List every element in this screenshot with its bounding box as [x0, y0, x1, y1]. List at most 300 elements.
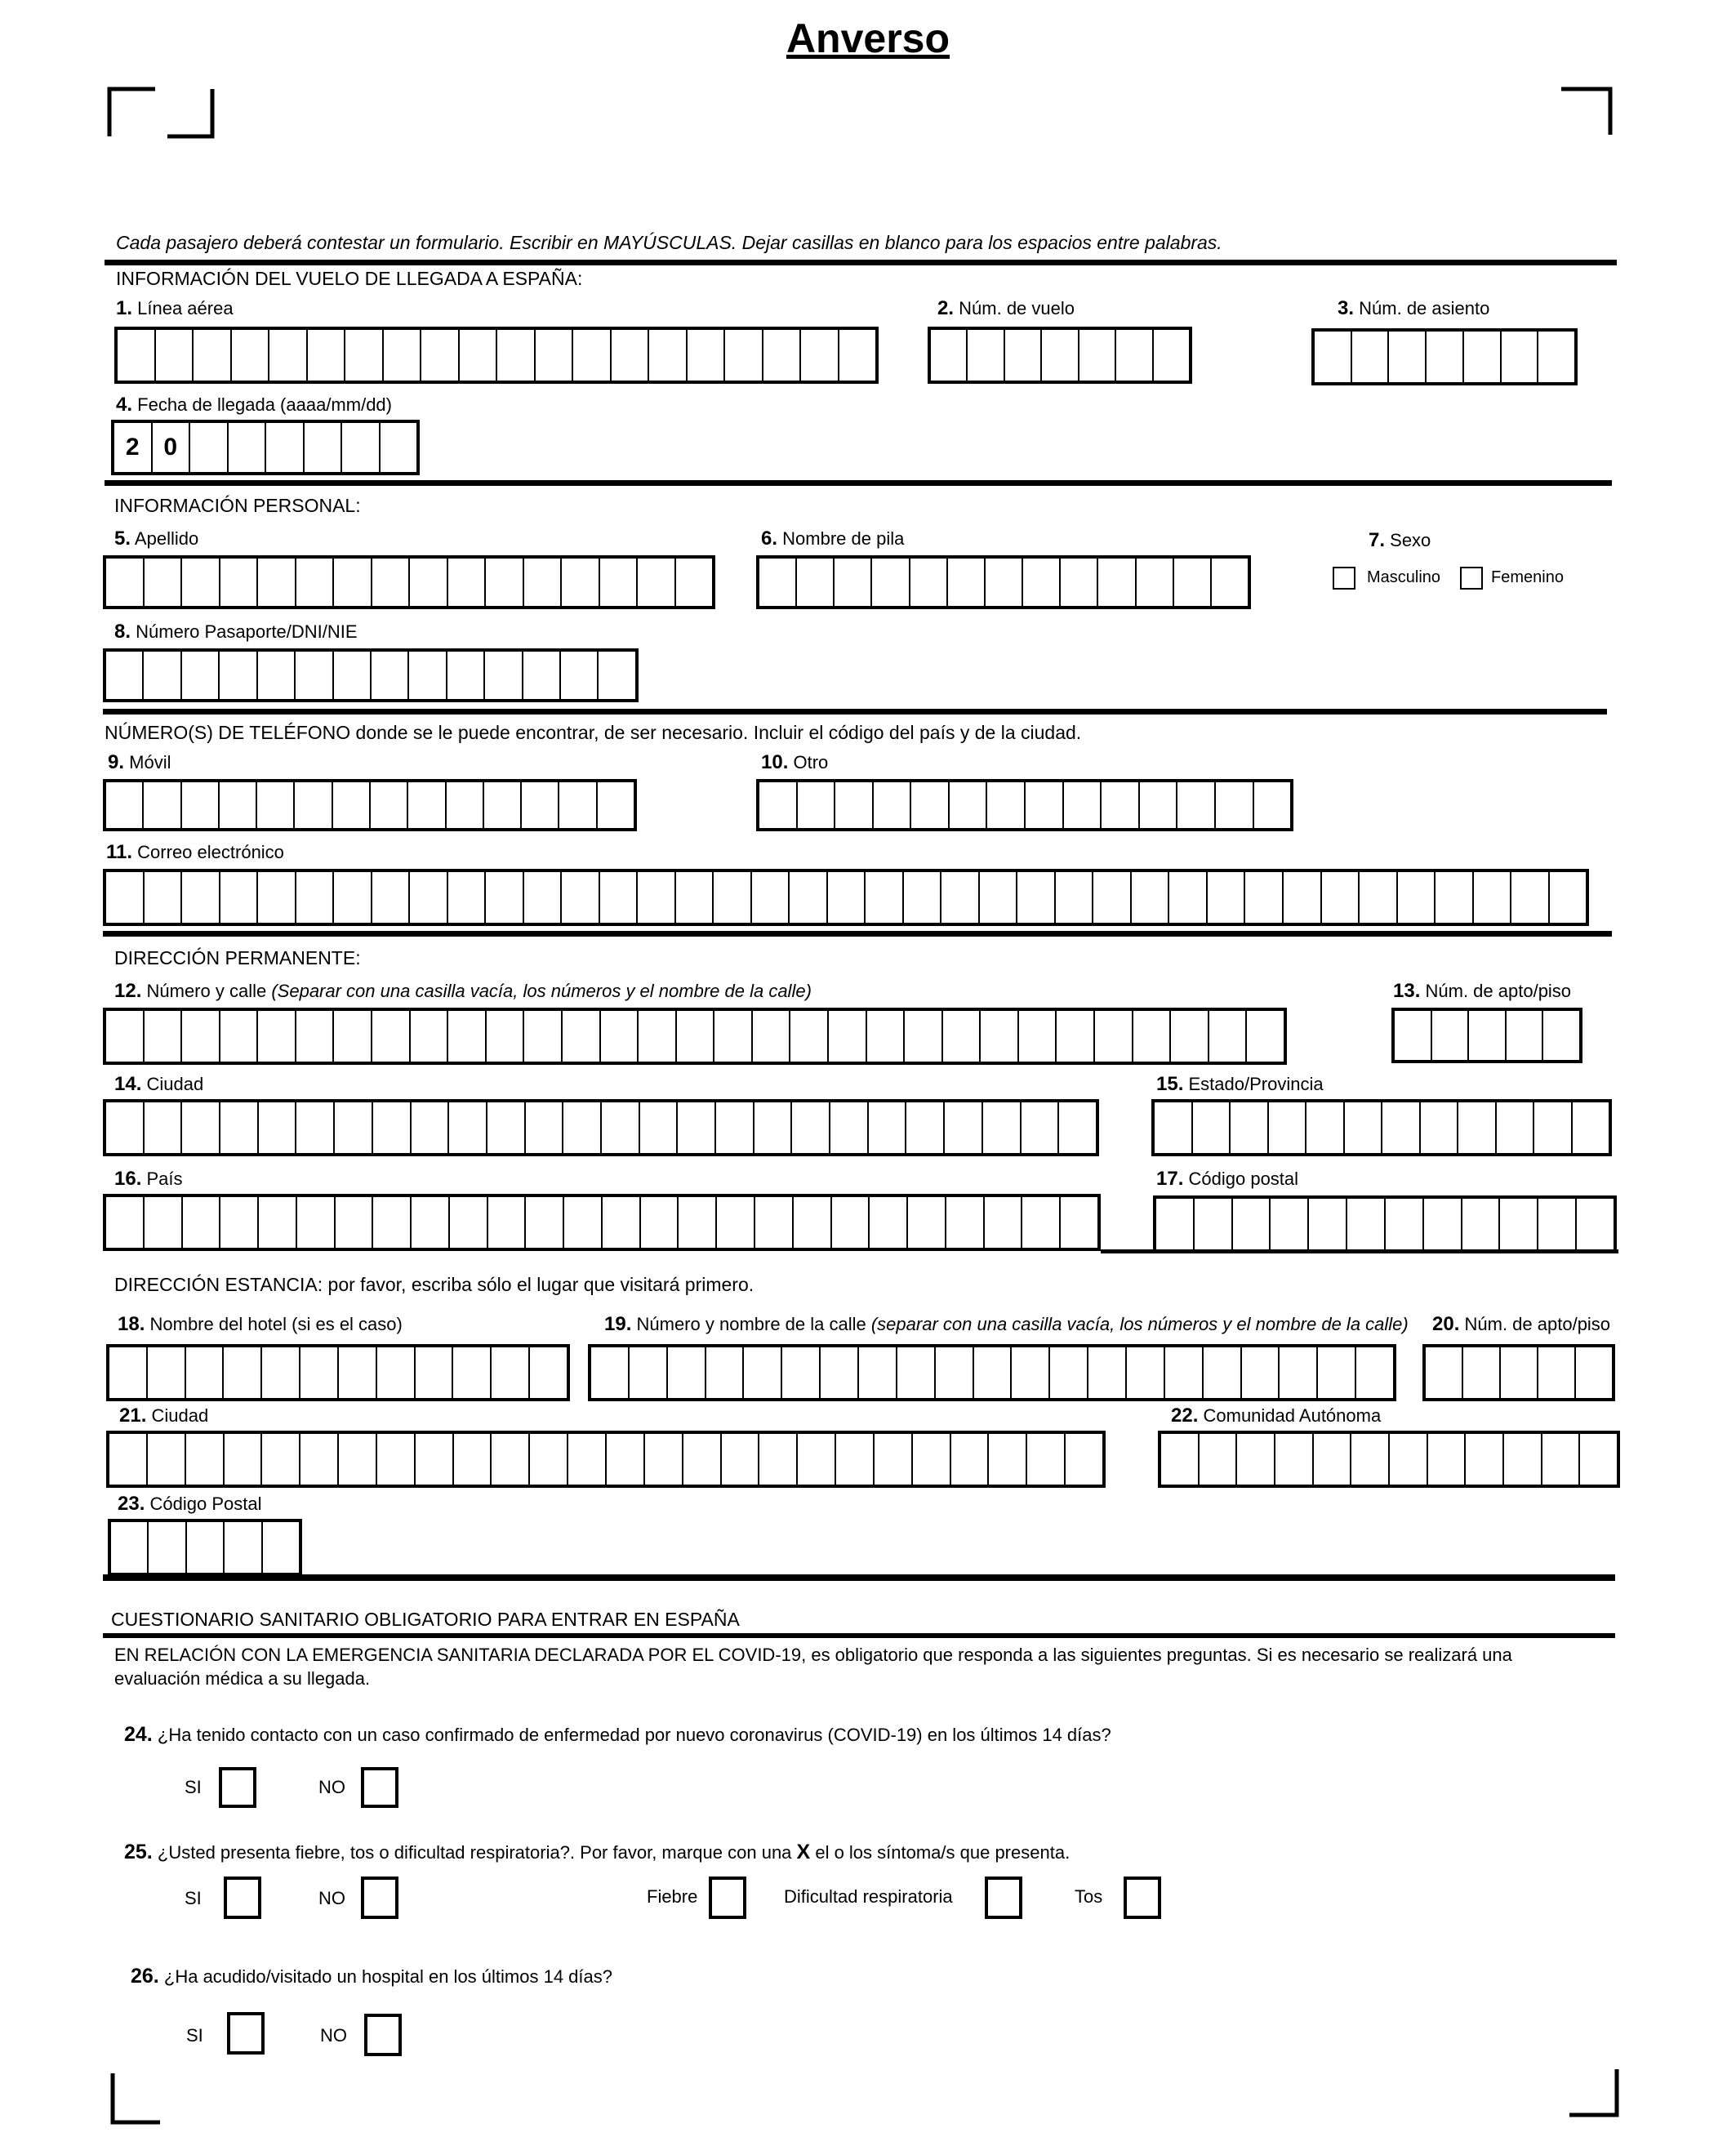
char-cell[interactable] [1351, 1434, 1390, 1485]
first-name-input[interactable] [756, 555, 1251, 609]
char-cell[interactable] [936, 1347, 974, 1398]
char-cell[interactable] [1469, 1011, 1507, 1060]
char-cell[interactable] [487, 1011, 525, 1062]
char-cell[interactable] [568, 1434, 607, 1485]
char-cell[interactable] [1195, 1199, 1233, 1249]
char-cell[interactable] [839, 330, 876, 381]
char-cell[interactable] [870, 1197, 908, 1248]
char-cell[interactable] [1050, 1347, 1088, 1398]
char-cell[interactable] [1464, 332, 1502, 382]
char-cell[interactable] [334, 559, 372, 606]
char-cell[interactable] [1245, 872, 1284, 923]
char-cell[interactable] [1137, 559, 1174, 606]
char-cell[interactable] [1102, 782, 1140, 828]
char-cell[interactable] [449, 1102, 487, 1153]
char-cell[interactable] [1247, 1011, 1284, 1062]
char-cell[interactable] [782, 1347, 821, 1398]
char-cell[interactable] [835, 782, 874, 828]
char-cell[interactable] [725, 330, 763, 381]
char-cell[interactable] [981, 1011, 1019, 1062]
char-cell[interactable] [678, 1102, 716, 1153]
char-cell[interactable] [1497, 1102, 1535, 1153]
char-cell[interactable] [409, 652, 447, 699]
char-cell[interactable] [1154, 330, 1189, 381]
char-cell[interactable] [530, 1434, 568, 1485]
char-cell[interactable] [759, 1434, 798, 1485]
char-cell[interactable] [334, 872, 372, 923]
char-cell[interactable] [106, 1102, 145, 1153]
char-cell[interactable] [371, 782, 408, 828]
char-cell[interactable] [867, 1011, 906, 1062]
char-cell[interactable] [145, 1197, 183, 1248]
char-cell[interactable] [1254, 782, 1291, 828]
char-cell[interactable] [759, 559, 797, 606]
char-cell[interactable] [645, 1434, 683, 1485]
char-cell[interactable] [229, 423, 267, 472]
char-cell[interactable] [373, 1102, 412, 1153]
char-cell[interactable] [869, 1102, 907, 1153]
char-cell[interactable] [821, 1347, 859, 1398]
char-cell[interactable] [450, 1197, 488, 1248]
permanent-street-input[interactable] [103, 1008, 1287, 1065]
char-cell[interactable] [258, 652, 296, 699]
char-cell[interactable] [300, 1434, 339, 1485]
char-cell[interactable] [1462, 1199, 1501, 1249]
permanent-postal-code-input[interactable] [1153, 1195, 1617, 1253]
sex-male-checkbox[interactable] [1333, 567, 1355, 590]
char-cell[interactable] [1165, 1347, 1204, 1398]
char-cell[interactable] [220, 1197, 259, 1248]
char-cell[interactable] [941, 872, 980, 923]
char-cell[interactable] [1066, 1434, 1102, 1485]
char-cell[interactable] [1436, 872, 1474, 923]
char-cell[interactable] [1208, 872, 1246, 923]
char-cell[interactable] [342, 423, 381, 472]
char-cell[interactable] [706, 1347, 745, 1398]
char-cell[interactable] [714, 1011, 753, 1062]
char-cell[interactable] [1095, 1011, 1133, 1062]
char-cell[interactable] [722, 1434, 760, 1485]
char-cell[interactable] [1116, 330, 1153, 381]
char-cell[interactable] [897, 1347, 936, 1398]
q26-no-checkbox[interactable] [364, 2014, 402, 2056]
char-cell[interactable] [1360, 872, 1398, 923]
char-cell[interactable] [1573, 1102, 1609, 1153]
char-cell[interactable] [224, 1347, 262, 1398]
char-cell[interactable] [905, 1011, 943, 1062]
char-cell[interactable] [1177, 782, 1216, 828]
char-cell[interactable] [300, 1347, 339, 1398]
stay-postal-code-input[interactable] [108, 1519, 302, 1576]
char-cell[interactable] [630, 1347, 668, 1398]
char-cell[interactable] [641, 1197, 679, 1248]
char-cell[interactable] [220, 559, 259, 606]
char-cell[interactable] [1127, 1347, 1165, 1398]
char-cell[interactable] [484, 782, 522, 828]
char-cell[interactable] [1132, 872, 1170, 923]
char-cell[interactable] [377, 1347, 416, 1398]
char-cell[interactable] [1389, 332, 1427, 382]
char-cell[interactable] [106, 872, 145, 923]
seat-number-input[interactable] [1311, 328, 1578, 385]
char-cell[interactable] [186, 1434, 225, 1485]
char-cell[interactable] [1463, 1347, 1501, 1398]
char-cell[interactable] [1382, 1102, 1421, 1153]
char-cell[interactable] [676, 872, 714, 923]
char-cell[interactable] [372, 559, 411, 606]
char-cell[interactable] [1501, 1347, 1538, 1398]
char-cell[interactable] [1458, 1102, 1497, 1153]
char-cell[interactable] [333, 782, 371, 828]
char-cell[interactable] [874, 782, 912, 828]
char-cell[interactable] [668, 1347, 706, 1398]
char-cell[interactable] [790, 872, 828, 923]
airline-input[interactable] [114, 327, 879, 384]
char-cell[interactable] [968, 330, 1004, 381]
char-cell[interactable] [794, 1197, 832, 1248]
char-cell[interactable] [149, 1522, 186, 1573]
char-cell[interactable]: 0 [153, 423, 191, 472]
char-cell[interactable] [372, 1011, 411, 1062]
char-cell[interactable] [334, 652, 372, 699]
char-cell[interactable] [297, 1197, 336, 1248]
email-input[interactable] [103, 869, 1589, 926]
char-cell[interactable] [1242, 1347, 1280, 1398]
permanent-apt-input[interactable] [1391, 1008, 1582, 1063]
char-cell[interactable] [182, 782, 220, 828]
char-cell[interactable] [1504, 1434, 1542, 1485]
char-cell[interactable] [111, 1522, 149, 1573]
state-province-input[interactable] [1151, 1099, 1612, 1156]
char-cell[interactable] [148, 1347, 186, 1398]
char-cell[interactable] [522, 782, 559, 828]
char-cell[interactable] [835, 559, 872, 606]
char-cell[interactable] [1212, 559, 1248, 606]
char-cell[interactable] [1098, 559, 1136, 606]
char-cell[interactable] [612, 330, 650, 381]
char-cell[interactable] [448, 872, 487, 923]
char-cell[interactable] [295, 782, 332, 828]
char-cell[interactable] [296, 1011, 335, 1062]
char-cell[interactable] [187, 1522, 225, 1573]
char-cell[interactable] [220, 1011, 259, 1062]
char-cell[interactable] [980, 872, 1018, 923]
char-cell[interactable] [1216, 782, 1254, 828]
char-cell[interactable] [1169, 872, 1208, 923]
autonomous-community-input[interactable] [1158, 1431, 1620, 1488]
flight-number-input[interactable] [928, 327, 1192, 384]
char-cell[interactable] [1093, 872, 1132, 923]
permanent-city-input[interactable] [103, 1099, 1099, 1156]
char-cell[interactable] [744, 1347, 782, 1398]
char-cell[interactable] [1398, 872, 1436, 923]
char-cell[interactable] [904, 872, 942, 923]
char-cell[interactable] [1502, 332, 1539, 382]
char-cell[interactable] [677, 1011, 715, 1062]
char-cell[interactable] [335, 1102, 373, 1153]
char-cell[interactable] [232, 330, 270, 381]
char-cell[interactable] [1306, 1102, 1345, 1153]
char-cell[interactable] [931, 330, 968, 381]
char-cell[interactable] [640, 1102, 679, 1153]
char-cell[interactable] [1576, 1347, 1612, 1398]
char-cell[interactable] [801, 330, 839, 381]
char-cell[interactable] [797, 559, 835, 606]
char-cell[interactable] [755, 1197, 794, 1248]
char-cell[interactable] [832, 1197, 870, 1248]
char-cell[interactable] [486, 559, 524, 606]
char-cell[interactable] [1161, 1434, 1200, 1485]
char-cell[interactable] [945, 1102, 983, 1153]
char-cell[interactable] [559, 782, 597, 828]
char-cell[interactable] [1309, 1199, 1347, 1249]
char-cell[interactable] [948, 559, 986, 606]
symptom-cough-checkbox[interactable] [1124, 1877, 1161, 1919]
char-cell[interactable] [1064, 782, 1102, 828]
char-cell[interactable] [603, 1197, 641, 1248]
char-cell[interactable] [262, 1347, 300, 1398]
char-cell[interactable] [986, 559, 1023, 606]
char-cell[interactable] [1424, 1199, 1462, 1249]
char-cell[interactable] [602, 1102, 640, 1153]
char-cell[interactable] [183, 1197, 221, 1248]
char-cell[interactable] [1550, 872, 1587, 923]
char-cell[interactable] [563, 1102, 602, 1153]
char-cell[interactable] [145, 1011, 183, 1062]
symptom-fever-checkbox[interactable] [709, 1877, 746, 1919]
char-cell[interactable] [408, 782, 446, 828]
char-cell[interactable] [410, 872, 448, 923]
char-cell[interactable] [182, 652, 220, 699]
char-cell[interactable] [492, 1347, 530, 1398]
char-cell[interactable] [836, 1434, 875, 1485]
char-cell[interactable] [263, 1522, 299, 1573]
char-cell[interactable] [872, 559, 910, 606]
char-cell[interactable] [296, 652, 333, 699]
char-cell[interactable] [1538, 1347, 1576, 1398]
char-cell[interactable] [308, 330, 346, 381]
char-cell[interactable] [220, 782, 257, 828]
char-cell[interactable]: 2 [114, 423, 153, 472]
char-cell[interactable] [911, 782, 950, 828]
char-cell[interactable] [1193, 1102, 1231, 1153]
char-cell[interactable] [790, 1011, 829, 1062]
char-cell[interactable] [679, 1197, 717, 1248]
char-cell[interactable] [492, 1434, 530, 1485]
char-cell[interactable] [412, 1197, 450, 1248]
char-cell[interactable] [1231, 1102, 1269, 1153]
char-cell[interactable] [106, 782, 144, 828]
char-cell[interactable] [530, 1347, 567, 1398]
char-cell[interactable] [225, 1522, 262, 1573]
char-cell[interactable] [601, 1011, 639, 1062]
char-cell[interactable] [859, 1347, 897, 1398]
char-cell[interactable] [688, 330, 726, 381]
char-cell[interactable] [1386, 1199, 1424, 1249]
char-cell[interactable] [448, 559, 487, 606]
char-cell[interactable] [1057, 1011, 1095, 1062]
char-cell[interactable] [416, 1347, 454, 1398]
char-cell[interactable] [453, 1347, 492, 1398]
char-cell[interactable] [156, 330, 194, 381]
char-cell[interactable] [145, 559, 183, 606]
char-cell[interactable] [1012, 1347, 1050, 1398]
char-cell[interactable] [1209, 1011, 1248, 1062]
char-cell[interactable] [1026, 782, 1064, 828]
char-cell[interactable] [524, 1011, 563, 1062]
char-cell[interactable] [421, 330, 460, 381]
char-cell[interactable] [1174, 559, 1212, 606]
char-cell[interactable] [1059, 1102, 1096, 1153]
char-cell[interactable] [1042, 330, 1079, 381]
char-cell[interactable] [564, 1197, 603, 1248]
char-cell[interactable] [1088, 1347, 1127, 1398]
char-cell[interactable] [906, 1102, 945, 1153]
char-cell[interactable] [372, 652, 409, 699]
char-cell[interactable] [908, 1197, 946, 1248]
surname-input[interactable] [103, 555, 715, 609]
char-cell[interactable] [1171, 1011, 1209, 1062]
char-cell[interactable] [1204, 1347, 1242, 1398]
char-cell[interactable] [1427, 332, 1464, 382]
char-cell[interactable] [1315, 332, 1352, 382]
char-cell[interactable] [1534, 1102, 1573, 1153]
char-cell[interactable] [259, 1102, 297, 1153]
char-cell[interactable] [412, 1102, 450, 1153]
char-cell[interactable] [106, 652, 144, 699]
char-cell[interactable] [828, 872, 866, 923]
char-cell[interactable] [486, 872, 524, 923]
char-cell[interactable] [638, 559, 676, 606]
char-cell[interactable] [524, 559, 563, 606]
char-cell[interactable] [144, 652, 181, 699]
char-cell[interactable] [109, 1434, 148, 1485]
char-cell[interactable] [910, 559, 948, 606]
char-cell[interactable] [194, 330, 232, 381]
char-cell[interactable] [1061, 559, 1098, 606]
char-cell[interactable] [373, 1197, 412, 1248]
sex-female-checkbox[interactable] [1460, 567, 1483, 590]
mobile-input[interactable] [103, 779, 637, 831]
char-cell[interactable] [830, 1102, 869, 1153]
char-cell[interactable] [1155, 1102, 1193, 1153]
char-cell[interactable] [377, 1434, 416, 1485]
char-cell[interactable] [714, 872, 752, 923]
char-cell[interactable] [182, 1011, 220, 1062]
char-cell[interactable] [345, 330, 384, 381]
char-cell[interactable] [220, 872, 259, 923]
char-cell[interactable] [381, 423, 417, 472]
char-cell[interactable] [1356, 1347, 1393, 1398]
char-cell[interactable] [488, 1197, 527, 1248]
char-cell[interactable] [1027, 1434, 1066, 1485]
char-cell[interactable] [182, 559, 220, 606]
char-cell[interactable] [1421, 1102, 1459, 1153]
char-cell[interactable] [950, 782, 988, 828]
char-cell[interactable] [1474, 872, 1512, 923]
char-cell[interactable] [763, 330, 802, 381]
char-cell[interactable] [1284, 872, 1322, 923]
char-cell[interactable] [259, 1197, 297, 1248]
char-cell[interactable] [649, 330, 688, 381]
char-cell[interactable] [754, 1102, 793, 1153]
char-cell[interactable] [1511, 872, 1550, 923]
char-cell[interactable] [148, 1434, 186, 1485]
char-cell[interactable] [262, 1434, 300, 1485]
q25-yes-checkbox[interactable] [224, 1877, 261, 1919]
q25-no-checkbox[interactable] [361, 1877, 398, 1919]
char-cell[interactable] [220, 652, 257, 699]
char-cell[interactable] [1345, 1102, 1383, 1153]
char-cell[interactable] [798, 782, 836, 828]
char-cell[interactable] [1314, 1434, 1352, 1485]
char-cell[interactable] [607, 1434, 645, 1485]
char-cell[interactable] [1542, 1434, 1581, 1485]
char-cell[interactable] [1237, 1434, 1275, 1485]
char-cell[interactable] [336, 1197, 374, 1248]
char-cell[interactable] [257, 782, 295, 828]
q24-yes-checkbox[interactable] [219, 1767, 256, 1808]
char-cell[interactable] [339, 1347, 377, 1398]
char-cell[interactable] [1538, 1199, 1577, 1249]
char-cell[interactable] [106, 1197, 145, 1248]
char-cell[interactable] [190, 423, 229, 472]
char-cell[interactable] [875, 1434, 913, 1485]
char-cell[interactable] [951, 1434, 990, 1485]
char-cell[interactable] [1019, 1011, 1057, 1062]
char-cell[interactable] [225, 1434, 263, 1485]
char-cell[interactable] [1269, 1102, 1307, 1153]
stay-city-input[interactable] [106, 1431, 1106, 1488]
char-cell[interactable] [1200, 1434, 1238, 1485]
char-cell[interactable] [339, 1434, 377, 1485]
char-cell[interactable] [296, 872, 335, 923]
char-cell[interactable] [526, 1102, 564, 1153]
char-cell[interactable] [1017, 872, 1056, 923]
char-cell[interactable] [106, 1011, 145, 1062]
char-cell[interactable] [1005, 330, 1042, 381]
char-cell[interactable] [266, 423, 305, 472]
char-cell[interactable] [305, 423, 343, 472]
char-cell[interactable] [562, 872, 600, 923]
char-cell[interactable] [487, 1102, 526, 1153]
char-cell[interactable] [676, 559, 713, 606]
char-cell[interactable] [448, 1011, 487, 1062]
char-cell[interactable] [1352, 332, 1390, 382]
char-cell[interactable] [1056, 872, 1094, 923]
char-cell[interactable] [497, 330, 536, 381]
q24-no-checkbox[interactable] [361, 1767, 398, 1808]
char-cell[interactable] [1079, 330, 1116, 381]
other-phone-input[interactable] [756, 779, 1293, 831]
char-cell[interactable] [638, 872, 676, 923]
char-cell[interactable] [485, 652, 523, 699]
char-cell[interactable] [1280, 1347, 1318, 1398]
char-cell[interactable] [1466, 1434, 1504, 1485]
char-cell[interactable] [258, 872, 296, 923]
char-cell[interactable] [1507, 1011, 1544, 1060]
char-cell[interactable] [600, 872, 639, 923]
char-cell[interactable] [598, 782, 634, 828]
char-cell[interactable] [182, 1102, 220, 1153]
char-cell[interactable] [296, 559, 335, 606]
char-cell[interactable] [1390, 1434, 1428, 1485]
char-cell[interactable] [526, 1197, 564, 1248]
q26-yes-checkbox[interactable] [227, 2012, 265, 2055]
stay-street-input[interactable] [588, 1344, 1396, 1401]
char-cell[interactable] [829, 1011, 867, 1062]
char-cell[interactable] [563, 1011, 601, 1062]
